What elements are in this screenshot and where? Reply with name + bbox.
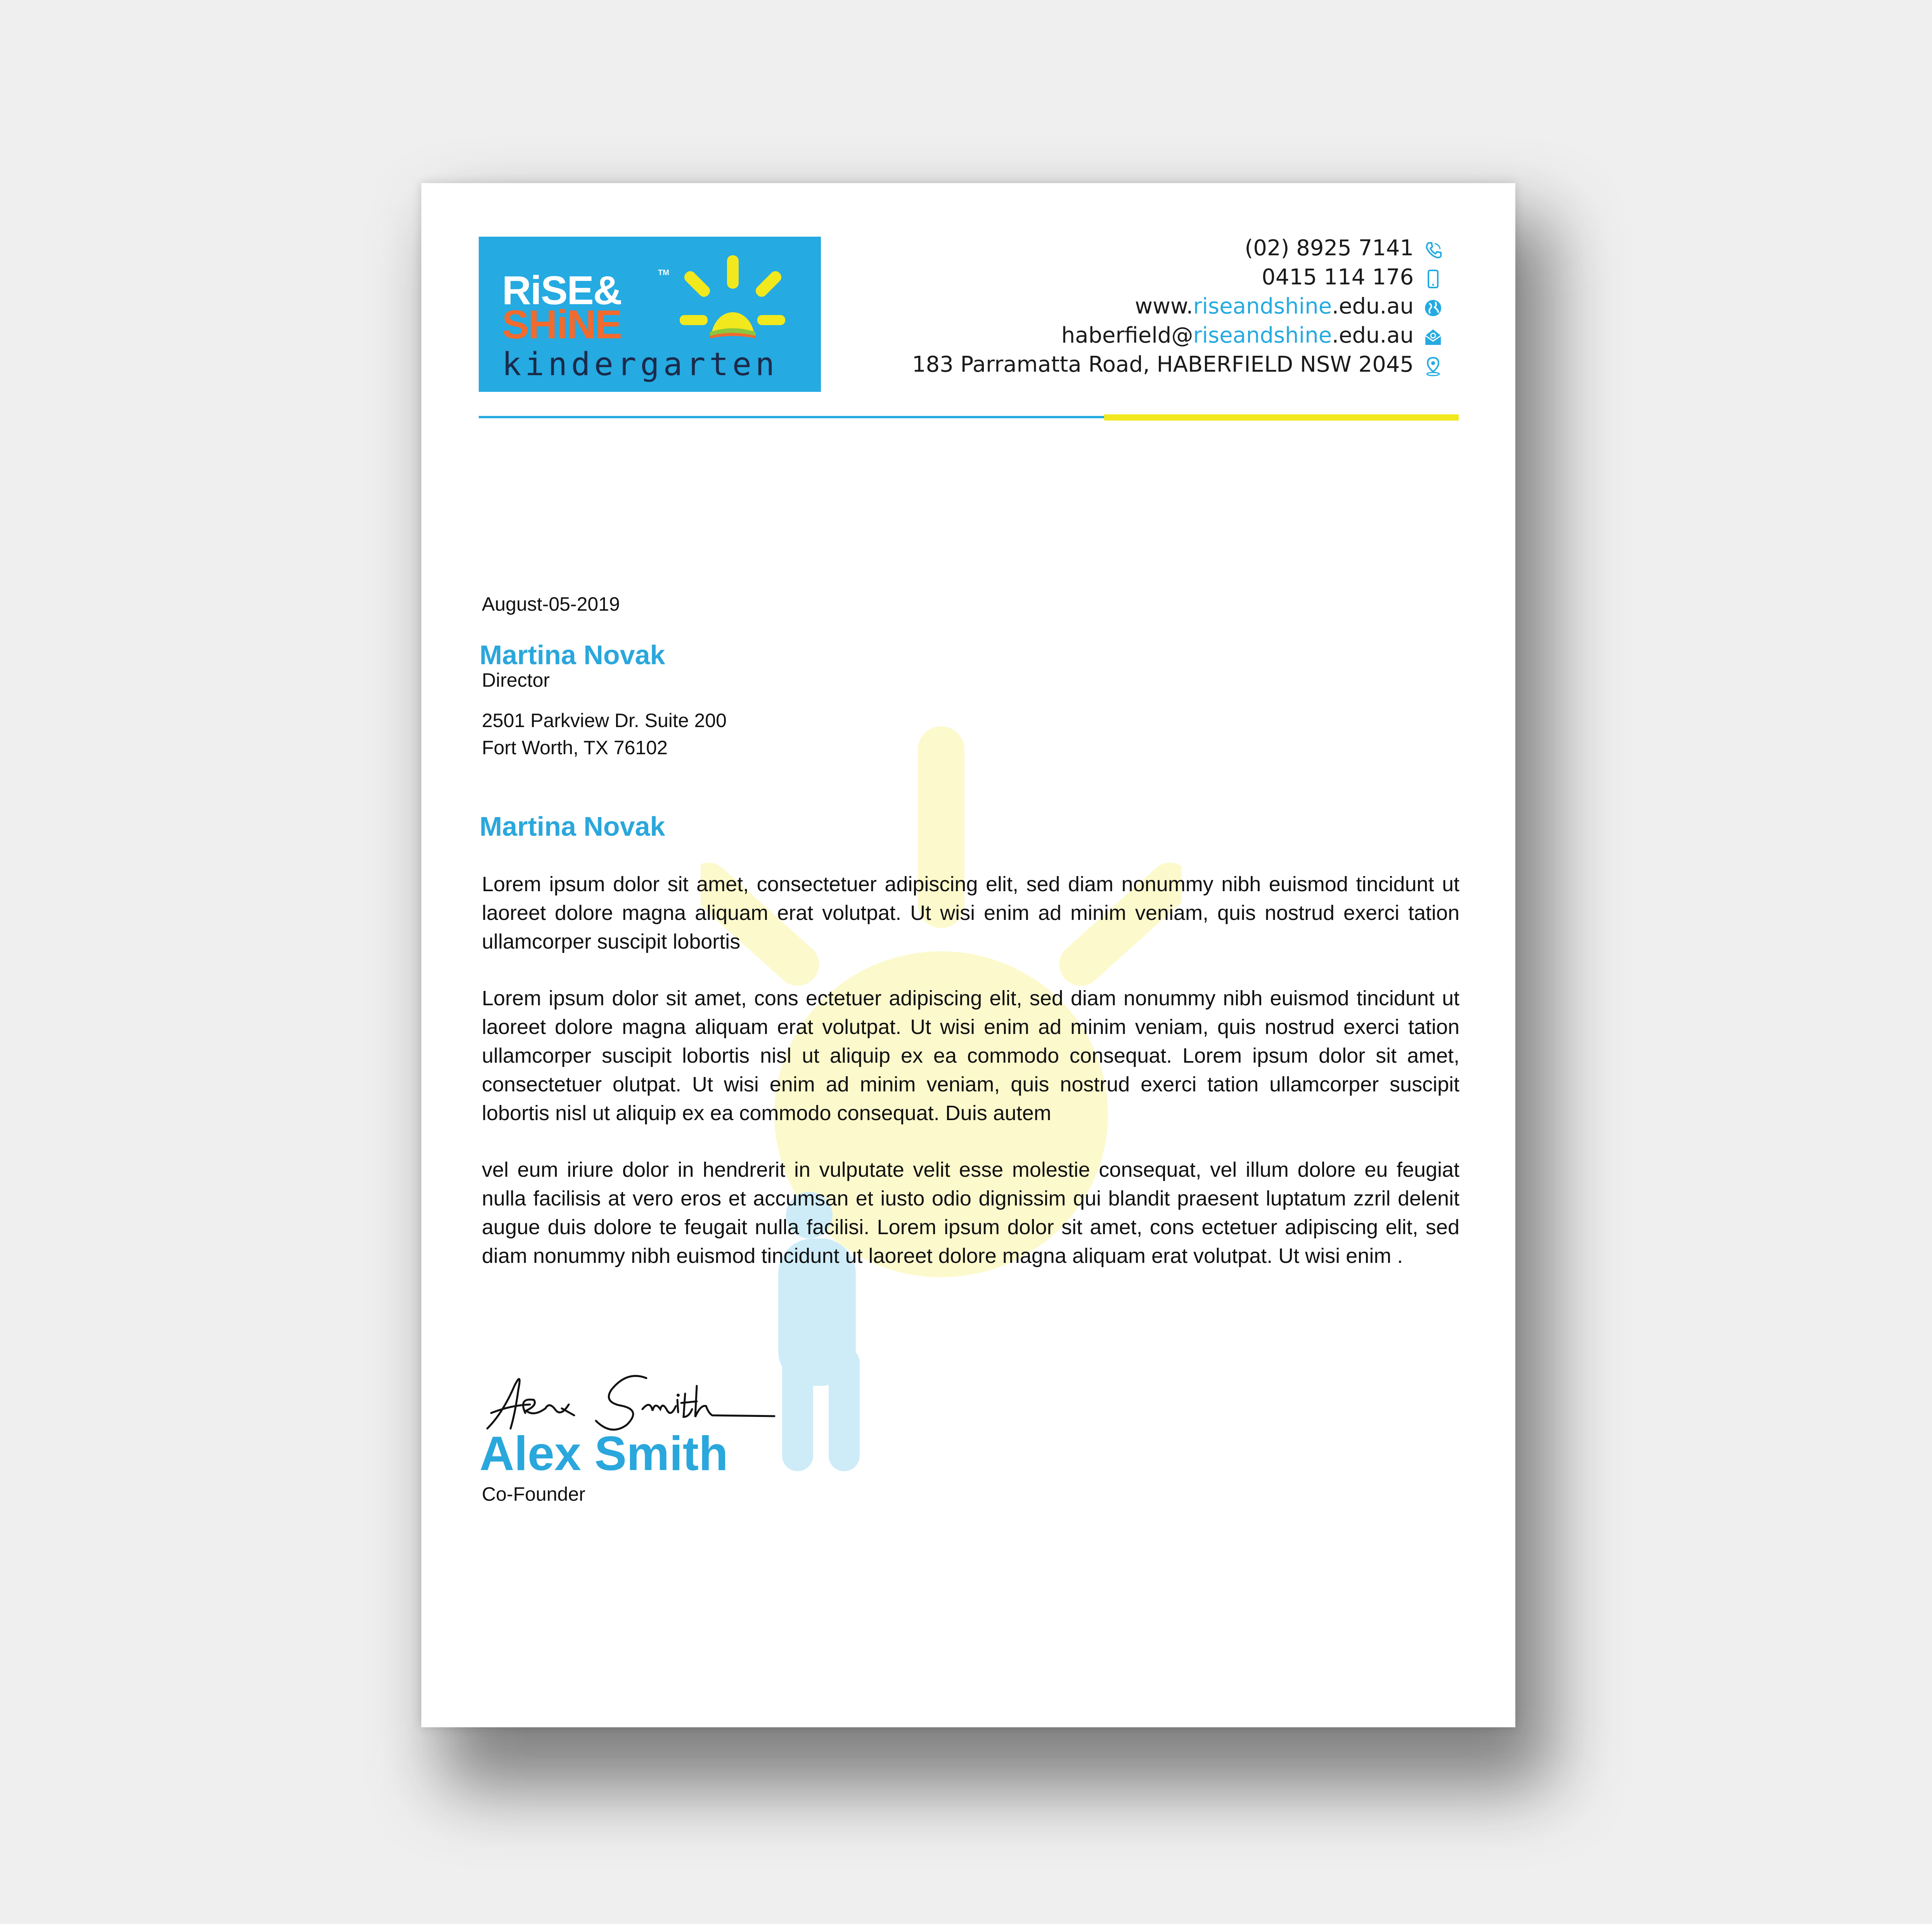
signer-name: Alex Smith — [480, 1427, 728, 1481]
body-paragraph-1: Lorem ipsum dolor sit amet, consectetuer adipiscing elit, sed diam nonummy nibh euismod tincidunt ut laoreet dolore magna aliquam erat volutpat. Ut wisi enim ad minim veniam, quis nostrud exerci tation ullamcorper suscipit lobortis — [482, 873, 1459, 953]
body-paragraph-3: vel eum iriure dolor in hendrerit in vulputate velit esse molestie consequat, vel illum dolore eu feugiat nulla facilisis at vero eros et accumsan et iusto odio dignissim qui blandit praesent luptatum zzril delenit augue duis dolore te feugait nulla facilisi. Lorem ipsum dolor sit amet, cons ectetuer adipiscing elit, sed diam nonummy nibh euismod tincidunt ut laoreet dolore magna aliquam erat volutpat. Ut wisi enim . — [482, 1158, 1459, 1268]
phone-icon — [1423, 238, 1443, 258]
salutation: Martina Novak — [480, 811, 665, 842]
contact-email-row — [912, 321, 1443, 350]
recipient-title: Director — [482, 669, 550, 691]
email-icon — [1423, 326, 1443, 346]
globe-icon — [1423, 296, 1443, 317]
contact-address: 183 Parramatta Road, HABERFIELD NSW 2045 — [912, 352, 1414, 377]
location-pin-icon — [1423, 355, 1443, 375]
email-domain: riseandshine — [1193, 323, 1332, 348]
email-prefix: haberfield@ — [1061, 323, 1193, 348]
header-rule-yellow — [1104, 414, 1459, 421]
contact-web-row — [912, 292, 1443, 321]
web-prefix: www. — [1135, 294, 1193, 319]
contact-web — [1135, 292, 1414, 321]
logo-trademark: TM — [658, 268, 669, 277]
contact-address-row — [912, 350, 1443, 379]
contact-mobile-row — [912, 263, 1443, 292]
mobile-icon — [1423, 267, 1443, 287]
email-suffix: .edu.au — [1332, 323, 1414, 348]
letterhead-page — [421, 183, 1515, 1727]
contact-phone: (02) 8925 7141 — [1245, 236, 1414, 261]
header-rule-blue — [479, 416, 1104, 418]
recipient-name: Martina Novak — [480, 640, 665, 670]
signer-title: Co-Founder — [482, 1483, 585, 1505]
contact-mobile: 0415 114 176 — [1262, 265, 1414, 290]
recipient-address-line1: 2501 Parkview Dr. Suite 200 — [482, 710, 727, 731]
web-domain: riseandshine — [1193, 294, 1332, 319]
logo-kindergarten-text: kindergarten — [502, 346, 779, 383]
contact-block — [912, 234, 1443, 379]
contact-email — [1061, 321, 1414, 350]
web-suffix: .edu.au — [1332, 294, 1414, 319]
logo-rise-text: RiSE& — [502, 268, 621, 313]
body-paragraph-2: Lorem ipsum dolor sit amet, cons ectetuer adipiscing elit, sed diam nonummy nibh euismod tincidunt ut laoreet dolore magna aliquam erat volutpat. Ut wisi enim ad minim veniam, quis nostrud exerci tation ullamcorper suscipit lobortis nisl ut aliquip ex ea commodo consequat. Lorem ipsum dolor sit amet, consectetuer olutpat. Ut wisi enim ad minim veniam, quis nostrud exerci tation ullamcorper suscipit lobortis nisl ut aliquip ex ea commodo consequat. Duis autem — [482, 987, 1459, 1125]
company-logo — [479, 237, 821, 392]
logo-shine-text: SHiNE — [502, 302, 621, 347]
recipient-address-line2: Fort Worth, TX 76102 — [482, 737, 668, 759]
letter-date: August-05-2019 — [482, 593, 620, 615]
contact-phone-row — [912, 234, 1443, 263]
